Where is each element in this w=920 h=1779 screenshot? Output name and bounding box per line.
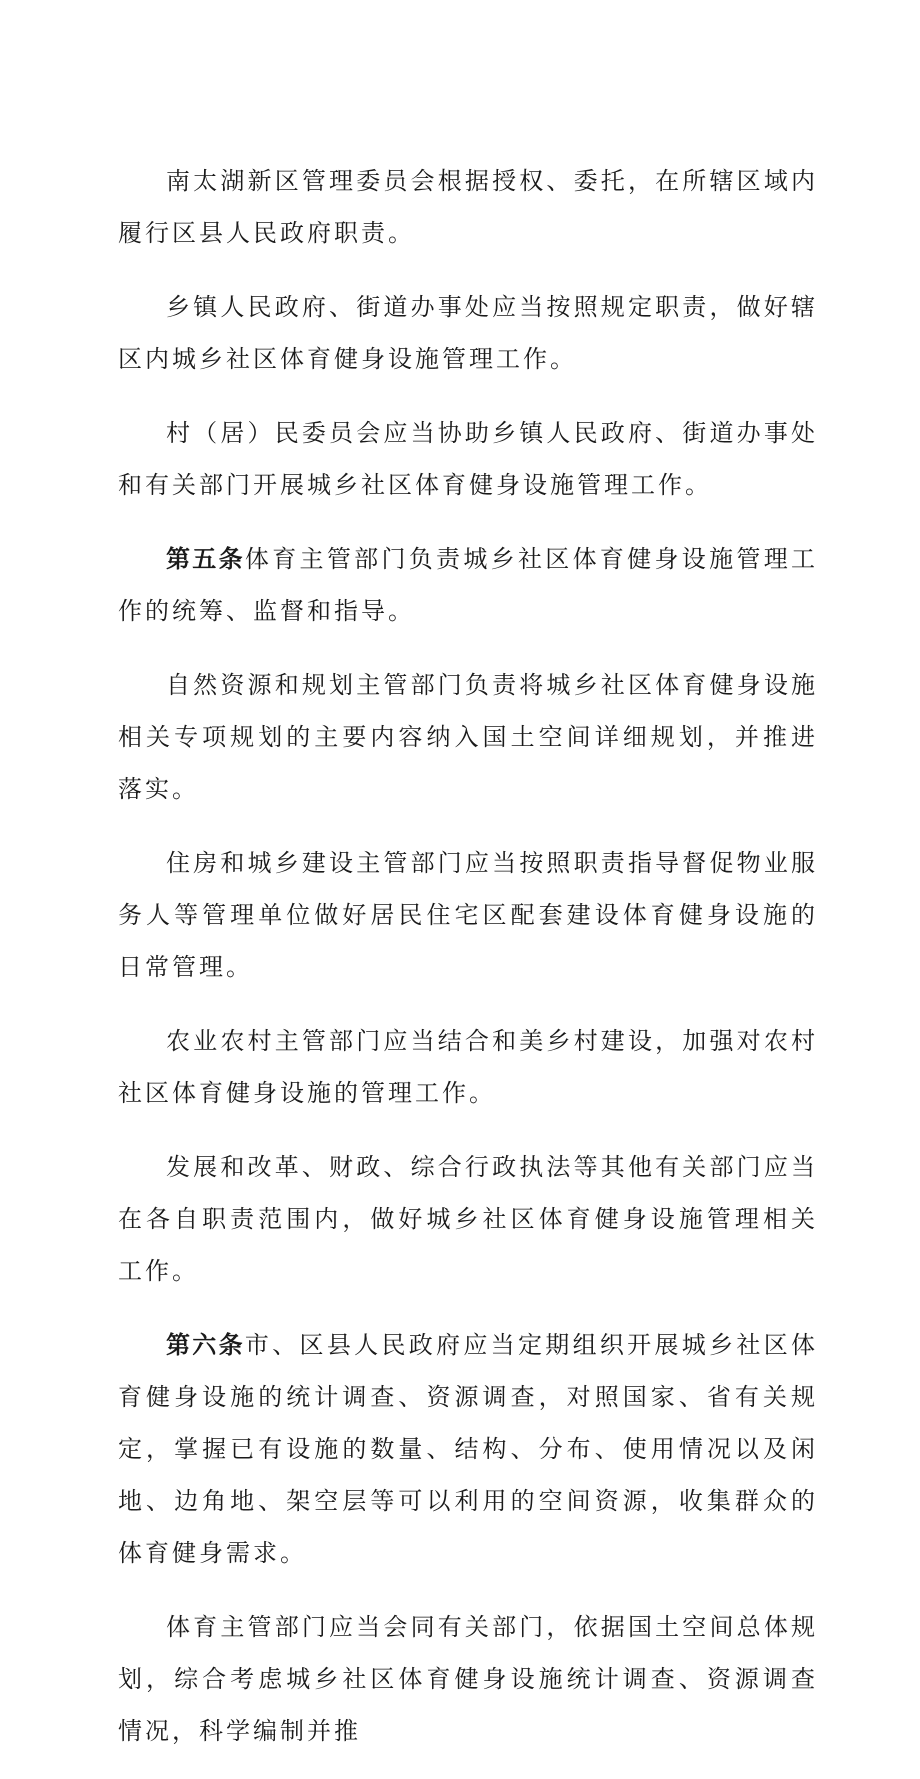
paragraph — [118, 1141, 818, 1297]
paragraph — [118, 407, 818, 511]
paragraph-text: 体育主管部门应当会同有关部门，依据国土空间总体规划，综合考虑城乡社区体育健身设施统计调查、资源调查情况，科学编制并推 — [118, 1613, 818, 1745]
paragraph-text: 乡镇人民政府、街道办事处应当按照规定职责，做好辖区内城乡社区体育健身设施管理工作。 — [118, 293, 818, 373]
paragraph — [118, 837, 818, 993]
paragraph-text: 村（居）民委员会应当协助乡镇人民政府、街道办事处和有关部门开展城乡社区体育健身设施管理工作。 — [118, 419, 818, 499]
paragraph — [118, 659, 818, 815]
paragraph-text: 农业农村主管部门应当结合和美乡村建设，加强对农村社区体育健身设施的管理工作。 — [118, 1027, 818, 1107]
article-heading: 第六条 — [166, 1331, 245, 1359]
paragraph — [118, 1601, 818, 1757]
paragraph-text: 自然资源和规划主管部门负责将城乡社区体育健身设施相关专项规划的主要内容纳入国土空间详细规划，并推进落实。 — [118, 671, 818, 803]
article-heading: 第五条 — [166, 545, 245, 573]
paragraph-text: 南太湖新区管理委员会根据授权、委托，在所辖区域内履行区县人民政府职责。 — [118, 167, 818, 247]
paragraph — [118, 281, 818, 385]
paragraph — [118, 1015, 818, 1119]
paragraph-text: 市、区县人民政府应当定期组织开展城乡社区体育健身设施的统计调查、资源调查，对照国家、省有关规定，掌握已有设施的数量、结构、分布、使用情况以及闲地、边角地、架空层等可以利用的空间资源，收集群众的体育健身需求。 — [118, 1331, 819, 1567]
paragraph-text: 体育主管部门负责城乡社区体育健身设施管理工作的统筹、监督和指导。 — [118, 545, 819, 625]
document-body — [118, 155, 818, 1779]
paragraph-text: 发展和改革、财政、综合行政执法等其他有关部门应当在各自职责范围内，做好城乡社区体育健身设施管理相关工作。 — [118, 1153, 818, 1285]
paragraph — [118, 533, 818, 637]
paragraph-text: 住房和城乡建设主管部门应当按照职责指导督促物业服务人等管理单位做好居民住宅区配套建设体育健身设施的日常管理。 — [118, 849, 818, 981]
paragraph — [118, 1319, 818, 1579]
paragraph — [118, 155, 818, 259]
